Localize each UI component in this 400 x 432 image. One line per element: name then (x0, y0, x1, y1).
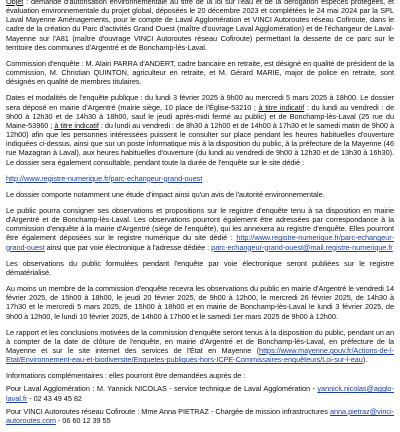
paragraph-text: : demande d'autorisation environnementale au titre de la loi sur l'eau et de la dérogation espèces protégées, et évaluation environnementale du projet global, déposées le 20 décembre 2023 et complétées le 24 mai 2024 par la SPL Laval Mayenne Aménagements, pour le compte de Laval Agglomération et VINCI Autoroutes réseau Cofiroute, dans le cadre de la création du Parc d'activités Grand Ouest (maître d'ouvrage Laval Agglomération) et de l'échangeur de Laval-Mayenne sur l'A81 (maître d'ouvrage VINCI Autoroutes réseau Cofiroute) permettant la desserte de ce parc sur le territoire des communes d'Argentré et de Bonchamp-lès-Laval. (6, 0, 394, 52)
paragraph-text: Le rapport et les conclusions motivées de la commission d'enquête seront tenus à la disposition du public, pendant un an à compter de la date de clôture de l'enquête, en mairie d'Argentré et de Bonchamp-lès-Laval, en préfecture de la Mayenne et sur le site internet des services de l'État en Mayenne ( (6, 327, 394, 355)
objet-paragraph (6, 0, 394, 52)
etude-impact-paragraph (6, 190, 394, 199)
paragraph-text: : du lundi au vendredi : de 9h00 à 12h30 et de 14h30 à 18h00, sauf le jeudi après-midi fermé au public) et de Bonchamp-lès-Laval (25 rue du Maine-53960 ; (6, 102, 394, 130)
document-link[interactable]: anna.pietraz@vinci-autoroutes.com (6, 406, 394, 425)
paragraph-text: ). (362, 355, 368, 365)
underlined-text: à titre indicatif (54, 120, 99, 130)
document-link[interactable]: http://www.registre-numerique.fr/parc-echangeur-grand-ouest (6, 173, 203, 183)
observations-paragraph (6, 206, 394, 252)
document-link[interactable]: parc-echangeur-grand-ouest@mail.registre-numerique.fr (211, 242, 393, 252)
paragraph-text: Le public pourra consigner ses observations et propositions sur le registre d'enquête tenu à sa disposition en mairie d'Argentré et de Bonchamp-lès-Laval. Les observations pourront également être adressées par correspondance à la commission d'enquête à la mairie d'Argentré (siège de l'enquête), qui les annexera au registre d'enquête. Elles pourront être également déposées sur le registre numérique du site dédié : (6, 205, 394, 243)
document-link[interactable]: https://www.mayenne.gouv.fr/Actions-de-l-Etat/Environnement-eau-et-biodiversite/Enquetes-publiques-hors-ICPE-Commissaires-enquêteurs/Loi-sur-l-eau (6, 346, 394, 365)
observations-electroniques-paragraph (6, 259, 394, 277)
permanences-paragraph (6, 284, 394, 321)
paragraph-text: - 02 43 49 45 82 (27, 393, 82, 403)
paragraph-text: Le dossier comporte notamment une étude d'impact ainsi qu'un avis de l'autorité environnementale. (6, 189, 325, 199)
paragraph-text: Dates et modalités de l'enquête publique : du lundi 3 février 2025 à 9h00 au mercredi 5 mars 2025 à 18h00. Le dossier sera déposé en mairie d'Argentré (mairie siège, 10 place de l'Église-53210 ; (6, 93, 394, 112)
underlined-text: à titre indicatif (258, 102, 305, 112)
paragraph-text: Les observations du public formulées pendant l'enquête par voie électronique seront publiées sur le registre dématérialisé. (6, 258, 394, 277)
underlined-text: Objet (6, 0, 24, 6)
registre-url-paragraph (6, 174, 394, 183)
informations-paragraph (6, 371, 394, 380)
document-link[interactable]: yannick.nicolas@agglo-laval.fr (6, 384, 394, 403)
commission-paragraph (6, 59, 394, 86)
dates-modalites-paragraph (6, 93, 394, 166)
contact-vinci-paragraph (6, 407, 394, 425)
contact-laval-paragraph (6, 384, 394, 402)
paragraph-text: Au moins un membre de la commission d'enquête recevra les observations du public en mairie d'Argentré le vendredi 14 février 2025, de 15h00 à 18h00, le jeudi 20 février 2025, de 9h00 à 12h00, le mercredi 26 février 2025, de 14h30 à 17h30 et le mercredi 5 mars 2025, de 15h00 à 18h00 et en mairie de Bonchamp-lès-Laval le lundi 3 février 2025, de 9h00 à 12h00, le lundi 10 février 2025, de 14h00 à 17h00 et le samedi 1er mars 2025 de 9h00 à 12h00. (6, 284, 394, 321)
paragraph-text: ainsi que par voie électronique à l'adresse dédiée : (44, 242, 212, 252)
paragraph-text: Informations complémentaires : elles pourront être demandées auprès de : (6, 371, 246, 381)
document-link[interactable]: http://www.registre-numerique.fr/parc-echangeur-grand-ouest (6, 233, 394, 252)
notice-document (6, 0, 394, 432)
paragraph-text: Commission d'enquête : M. Alain PARRA d'ANDERT, cadre bancaire en retraite, est désigné en qualité de président de la commission, M. Christian QUINTON, agriculteur en retraite, et M. Gérard MARIE, major de police en retraite, sont désignés en qualité de membres titulaires. (6, 58, 394, 87)
rapport-paragraph (6, 328, 394, 365)
paragraph-text: - 06 60 12 39 55 (55, 415, 111, 425)
paragraph-text: Pour VINCI Autoroutes réseau Cofiroute : Mme Anna PIETRAZ - Chargée de mission infrastructures (6, 406, 330, 416)
paragraph-text: Pour Laval Agglomération : M. Yannick NICOLAS - service technique de Laval Agglomération - (6, 384, 318, 394)
paragraph-text: : du lundi au vendredi : de 8h30 à 12h00 et de 14h00 à 17h30 et le samedi matin de 9h00 à 12h00) afin que les personnes intéressées puissent le consulter sur place pendant les heures habituelles d'ouverture indiquées ci-dessus, ainsi que sur un poste informatique mis à la disposition du public, à la préfecture de la Mayenne (46 rue Mazagran à Laval), aux heures habituelles d'ouverture (du lundi au vendredi de 9h00 à 12h30 et de 13h30 à 16h30). Le dossier sera également consultable, pendant toute la durée de l'enquête sur le site dédié : (6, 120, 394, 167)
